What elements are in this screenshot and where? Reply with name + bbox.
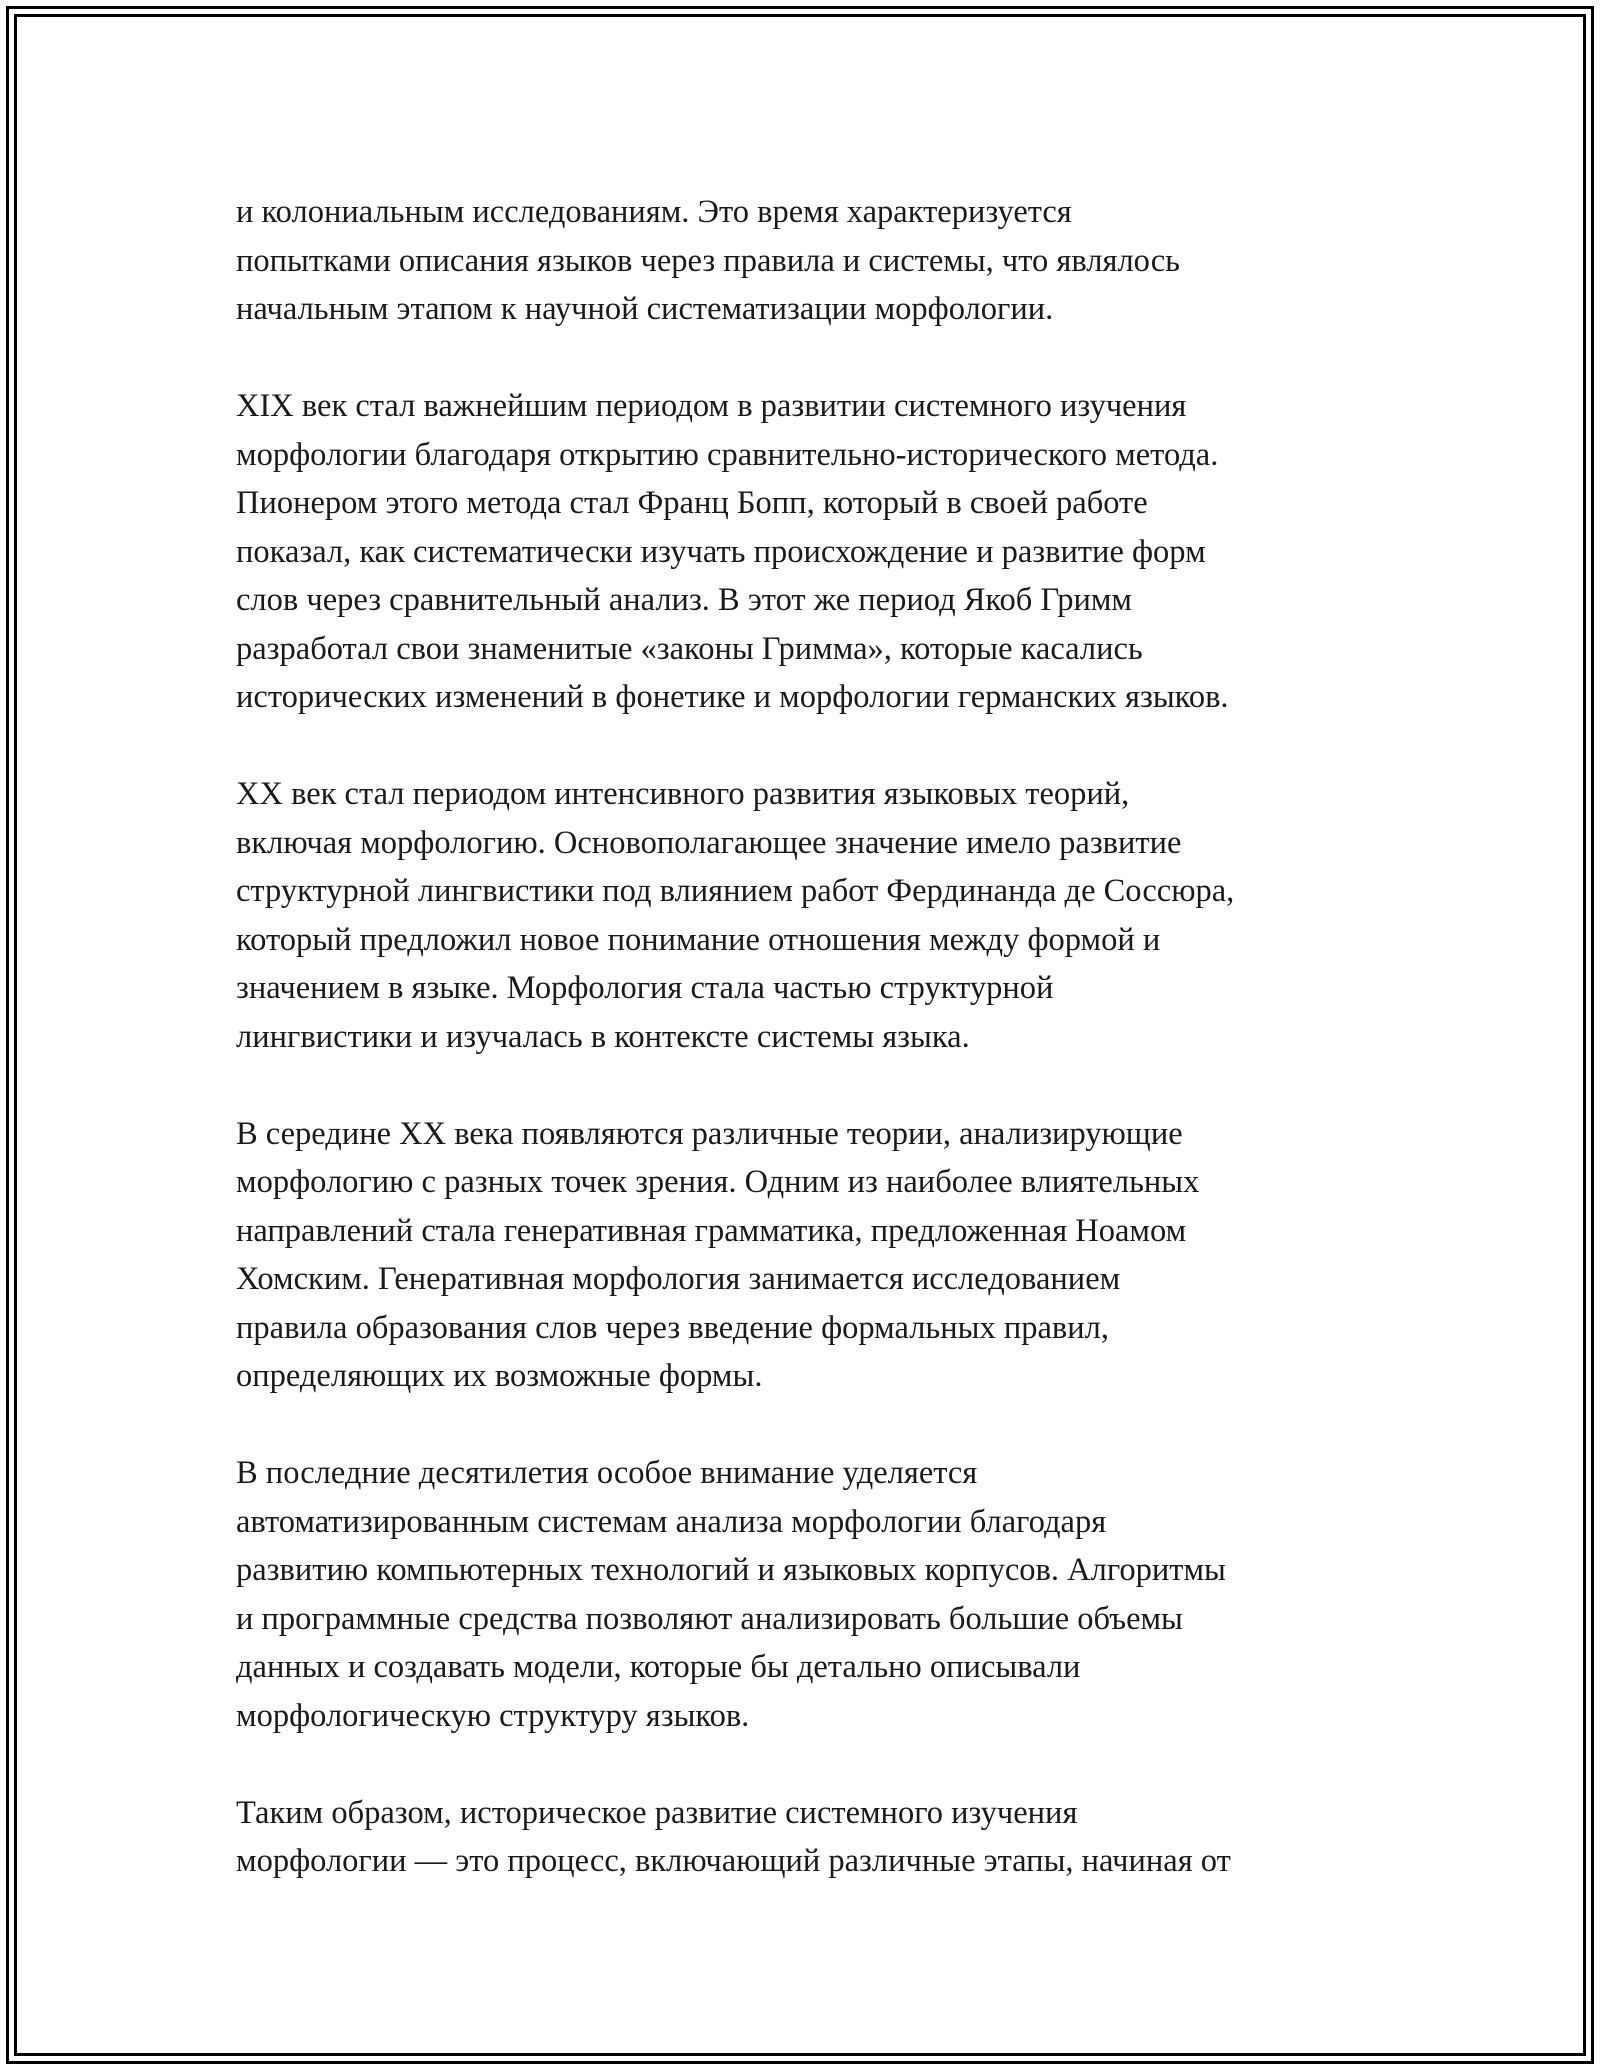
text-line: XX век стал периодом интенсивного развития языковых теорий, xyxy=(236,776,1130,812)
text-line: морфологии — это процесс, включающий различные этапы, начиная от xyxy=(236,1843,1231,1879)
text-line: и программные средства позволяют анализировать большие объемы xyxy=(236,1600,1183,1637)
text-line: попытками описания языков через правила и системы, что являлось xyxy=(236,242,1180,279)
text-line: Пионером этого метода стал Франц Бопп, который в своей работе xyxy=(236,485,1148,521)
text-line: направлений стала генеративная грамматика, предложенная Ноамом xyxy=(236,1212,1187,1249)
paragraph-6 xyxy=(236,1789,1378,1886)
text-line: морфологическую структуру языков. xyxy=(236,1697,750,1734)
text-line: определяющих их возможные формы. xyxy=(236,1358,763,1394)
text-line: разработал свои знаменитые «законы Гримма», которые касались xyxy=(236,630,1143,667)
text-line: начальным этапом к научной систематизации морфологии. xyxy=(236,291,1054,327)
text-line: XIX век стал важнейшим периодом в развитии системного изучения xyxy=(236,388,1187,424)
text-line: В последние десятилетия особое внимание уделяется xyxy=(236,1455,978,1491)
document-body xyxy=(236,188,1378,1934)
text-line: развитию компьютерных технологий и языковых корпусов. Алгоритмы xyxy=(236,1552,1226,1588)
text-line: Таким образом, историческое развитие системного изучения xyxy=(236,1794,1078,1831)
text-line: лингвистики и изучалась в контексте системы языка. xyxy=(236,1018,970,1055)
text-line: данных и создавать модели, которые бы детально описывали xyxy=(236,1649,1081,1685)
text-line: значением в языке. Морфология стала частью структурной xyxy=(236,970,1054,1006)
text-line: структурной лингвистики под влиянием работ Фердинанда де Соссюра, xyxy=(236,873,1235,909)
paragraph-4 xyxy=(236,1110,1378,1401)
paragraph-2 xyxy=(236,382,1378,722)
paragraph-3 xyxy=(236,770,1378,1061)
text-line: морфологию с разных точек зрения. Одним из наиболее влиятельных xyxy=(236,1164,1200,1200)
text-line: Хомским. Генеративная морфология занимается исследованием xyxy=(236,1261,1121,1297)
text-line: правила образования слов через введение формальных правил, xyxy=(236,1309,1110,1346)
text-line: слов через сравнительный анализ. В этот же период Якоб Гримм xyxy=(236,582,1132,618)
text-line: показал, как систематически изучать происхождение и развитие форм xyxy=(236,533,1206,570)
text-line: В середине XX века появляются различные теории, анализирующие xyxy=(236,1115,1183,1152)
text-line: который предложил новое понимание отношения между формой и xyxy=(236,921,1161,958)
text-line: морфологии благодаря открытию сравнительно-исторического метода. xyxy=(236,436,1219,473)
paragraph-1 xyxy=(236,188,1378,334)
text-line: и колониальным исследованиям. Это время характеризуется xyxy=(236,194,1072,230)
text-line: автоматизированным системам анализа морфологии благодаря xyxy=(236,1503,1107,1540)
text-line: включая морфологию. Основополагающее значение имело развитие xyxy=(236,824,1182,861)
text-line: исторических изменений в фонетике и морфологии германских языков. xyxy=(236,679,1229,715)
paragraph-5 xyxy=(236,1449,1378,1740)
